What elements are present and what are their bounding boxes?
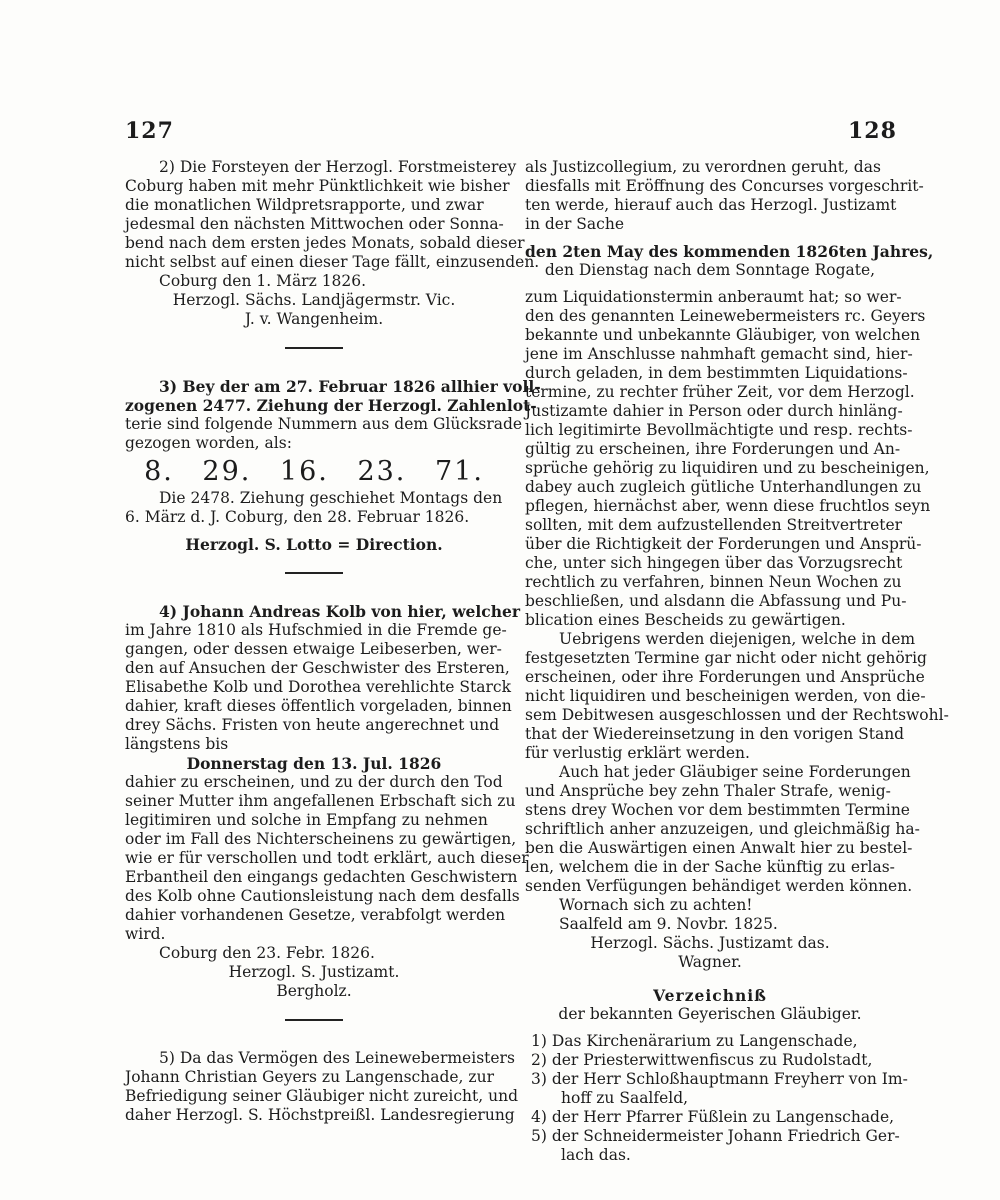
text-line: wird.	[125, 925, 166, 943]
text-line: pflegen, hiernächst aber, wenn diese fruchtlos seyn	[525, 497, 931, 515]
list-subheading: der bekannten Geyerischen Gläubiger.	[558, 1005, 862, 1023]
text-line: längstens bis	[125, 735, 229, 753]
page-number-right: 128	[848, 118, 897, 144]
text-line: stens drey Wochen vor dem bestimmten Termine	[525, 801, 910, 819]
signature-name: Bergholz.	[276, 982, 352, 1000]
text-line: dahier, kraft dieses öffentlich vorgeladen, binnen	[125, 697, 512, 715]
text-line: ten werde, hierauf auch das Herzogl. Justizamt	[525, 196, 897, 214]
text-line: durch geladen, in dem bestimmten Liquidations-	[525, 364, 908, 382]
text-line: den auf Ansuchen der Geschwister des Ersteren,	[125, 659, 510, 677]
text-line: len, welchem die in der Sache künftig zu erlas-	[525, 858, 895, 876]
text-line: 2) Die Forsteyen der Herzogl. Forstmeisterey	[159, 158, 517, 176]
text-line: che, unter sich hingegen über das Vorzugsrecht	[525, 554, 903, 572]
notice-3	[125, 377, 541, 554]
text-line: bekannte und unbekannte Gläubiger, von welchen	[525, 326, 921, 344]
text-line: gültig zu erscheinen, ihre Forderungen und An-	[525, 440, 901, 458]
text-line: gangen, oder dessen etwaige Leibeserben, wer-	[125, 640, 502, 658]
text-line: 3) Bey der am 27. Februar 1826 allhier voll-	[159, 377, 541, 396]
text-line: dahier zu erscheinen, und zu der durch den Tod	[125, 773, 503, 791]
list-item: 5) der Schneidermeister Johann Friedrich Ger-	[531, 1127, 900, 1145]
notice-4	[125, 602, 529, 1001]
text-line: jene im Anschlusse nahmhaft gemacht sind, hier-	[525, 345, 913, 363]
text-line: Uebrigens werden diejenigen, welche in dem	[559, 630, 916, 648]
list-item: 1) Das Kirchenärarium zu Langenschade,	[531, 1032, 858, 1050]
section-divider	[285, 347, 343, 349]
text-line: Befriedigung seiner Gläubiger nicht zureicht, und	[125, 1087, 518, 1105]
text-line: sem Debitwesen ausgeschlossen und der Rechtswohl-	[525, 706, 949, 724]
text-line: Elisabethe Kolb und Dorothea verehlichte Starck	[125, 678, 511, 696]
section-divider	[285, 1019, 343, 1021]
text-line: senden Verfügungen behändiget werden können.	[525, 877, 913, 895]
text-line: 5) Da das Vermögen des Leinewebermeisters	[159, 1049, 515, 1067]
signature: Herzogl. Sächs. Justizamt das.	[590, 934, 830, 952]
text-line: festgesetzten Termine gar nicht oder nicht gehörig	[525, 649, 927, 667]
text-line: die monatlichen Wildpretsrapporte, und zwar	[125, 196, 484, 214]
text-line: dahier vorhandenen Gesetze, verabfolgt werden	[125, 906, 506, 924]
right-column	[525, 158, 949, 1165]
signature: Herzogl. S. Justizamt.	[228, 963, 400, 981]
text-line: und Ansprüche bey zehn Thaler Strafe, wenig-	[525, 782, 891, 800]
text-line: terie sind folgende Nummern aus dem Glücksrade	[125, 415, 523, 433]
text-line: nicht liquidiren und bescheinigen werden, von die-	[525, 687, 926, 705]
text-line: oder im Fall des Nichterscheinens zu gewärtigen,	[125, 830, 517, 848]
text-line: rechtlich zu verfahren, binnen Neun Wochen zu	[525, 573, 902, 591]
text-line: termine, zu rechter früher Zeit, vor dem Herzogl.	[525, 383, 915, 401]
text-line: den des genannten Leinewebermeisters rc. Geyers	[525, 307, 926, 325]
text-line: Justizamte dahier in Person oder durch hinläng-	[525, 402, 903, 420]
text-line: 4) Johann Andreas Kolb von hier, welcher	[159, 602, 521, 621]
text-line: ben die Auswärtigen einen Anwalt hier zu bestel-	[525, 839, 913, 857]
section-divider	[285, 572, 343, 574]
text-line: Die 2478. Ziehung geschiehet Montags den	[159, 489, 503, 507]
text-line: diesfalls mit Eröffnung des Concurses vorgeschrit-	[525, 177, 924, 195]
list-item: 2) der Priesterwittwenfiscus zu Rudolstadt,	[531, 1051, 873, 1069]
notice-2	[125, 158, 540, 329]
text-line: als Justizcollegium, zu verordnen geruht, das	[525, 158, 881, 176]
text-line: erscheinen, oder ihre Forderungen und Ansprüche	[525, 668, 925, 686]
text-line: lich legitimirte Bevollmächtigte und resp. rechts-	[525, 421, 913, 439]
notice-date: Coburg den 1. März 1826.	[159, 272, 367, 290]
text-line: im Jahre 1810 als Hufschmied in die Fremde ge-	[125, 621, 507, 639]
text-line: drey Sächs. Fristen von heute angerechnet und	[125, 716, 500, 734]
text-line: seiner Mutter ihm angefallenen Erbschaft sich zu	[125, 792, 516, 810]
term-date-sub: den Dienstag nach dem Sonntage Rogate,	[544, 261, 876, 279]
text-line: blication eines Bescheids zu gewärtigen.	[525, 611, 846, 629]
text-line: Johann Christian Geyers zu Langenschade, zur	[125, 1068, 494, 1086]
text-line: bend nach dem ersten jedes Monats, sobald dieser	[125, 234, 525, 252]
list-item-continuation: hoff zu Saalfeld,	[561, 1089, 689, 1107]
text-line: sollten, mit dem aufzustellenden Streitvertreter	[525, 516, 903, 534]
signature: Herzogl. S. Lotto = Direction.	[185, 535, 443, 554]
deadline-date: Donnerstag den 13. Jul. 1826	[186, 754, 442, 773]
text-line: beschließen, und alsdann die Abfassung und Pu-	[525, 592, 907, 610]
text-line: Auch hat jeder Gläubiger seine Forderungen	[559, 763, 911, 781]
notice-date: Coburg den 23. Febr. 1826.	[159, 944, 375, 962]
signature: Herzogl. Sächs. Landjägermstr. Vic.	[172, 291, 456, 309]
text-line: 6. März d. J. Coburg, den 28. Februar 1826.	[125, 508, 470, 526]
text-line: Erbantheil den eingangs gedachten Geschwistern	[125, 868, 518, 886]
text-line: zum Liquidationstermin anberaumt hat; so wer-	[525, 288, 902, 306]
list-item-continuation: lach das.	[561, 1146, 631, 1164]
text-line: daher Herzogl. S. Höchstpreißl. Landesregierung	[125, 1106, 515, 1124]
text-line: Wornach sich zu achten!	[559, 896, 753, 914]
signature-name: Wagner.	[678, 953, 742, 971]
text-line: gezogen worden, als:	[125, 434, 292, 452]
text-line: that der Wiedereinsetzung in den vorigen Stand	[525, 725, 905, 743]
page-number-left: 127	[125, 118, 174, 144]
text-line: zogenen 2477. Ziehung der Herzogl. Zahlenlot-	[125, 396, 537, 415]
lottery-numbers: 8. 29. 16. 23. 71.	[144, 456, 484, 487]
notice-5	[125, 1049, 518, 1125]
notice-date: Saalfeld am 9. Novbr. 1825.	[559, 915, 778, 933]
text-line: schriftlich anher anzuzeigen, und gleichmäßig ha-	[525, 820, 920, 838]
text-line: Coburg haben mit mehr Pünktlichkeit wie bisher	[125, 177, 510, 195]
left-column	[125, 158, 541, 1125]
text-line: des Kolb ohne Cautionsleistung nach dem desfalls	[125, 887, 520, 905]
text-line: sprüche gehörig zu liquidiren und zu bescheinigen,	[525, 459, 930, 477]
text-line: jedesmal den nächsten Mittwochen oder Sonna-	[125, 215, 504, 233]
list-heading: Verzeichniß	[653, 986, 767, 1005]
list-item: 3) der Herr Schloßhauptmann Freyherr von Im-	[531, 1070, 908, 1088]
signature-name: J. v. Wangenheim.	[244, 310, 384, 328]
text-line: über die Richtigkeit der Forderungen und Ansprü-	[525, 535, 922, 553]
text-line: wie er für verschollen und todt erklärt, auch dieser	[125, 849, 529, 867]
text-line: für verlustig erklärt werden.	[525, 744, 750, 762]
text-line: in der Sache	[525, 215, 624, 233]
list-item: 4) der Herr Pfarrer Füßlein zu Langenschade,	[531, 1108, 895, 1126]
text-line: dabey auch zugleich gütliche Unterhandlungen zu	[525, 478, 922, 496]
text-line: legitimiren und solche in Empfang zu nehmen	[125, 811, 488, 829]
term-date: den 2ten May des kommenden 1826ten Jahres,	[525, 242, 934, 261]
text-line: nicht selbst auf einen dieser Tage fällt, einzusenden.	[125, 253, 540, 271]
